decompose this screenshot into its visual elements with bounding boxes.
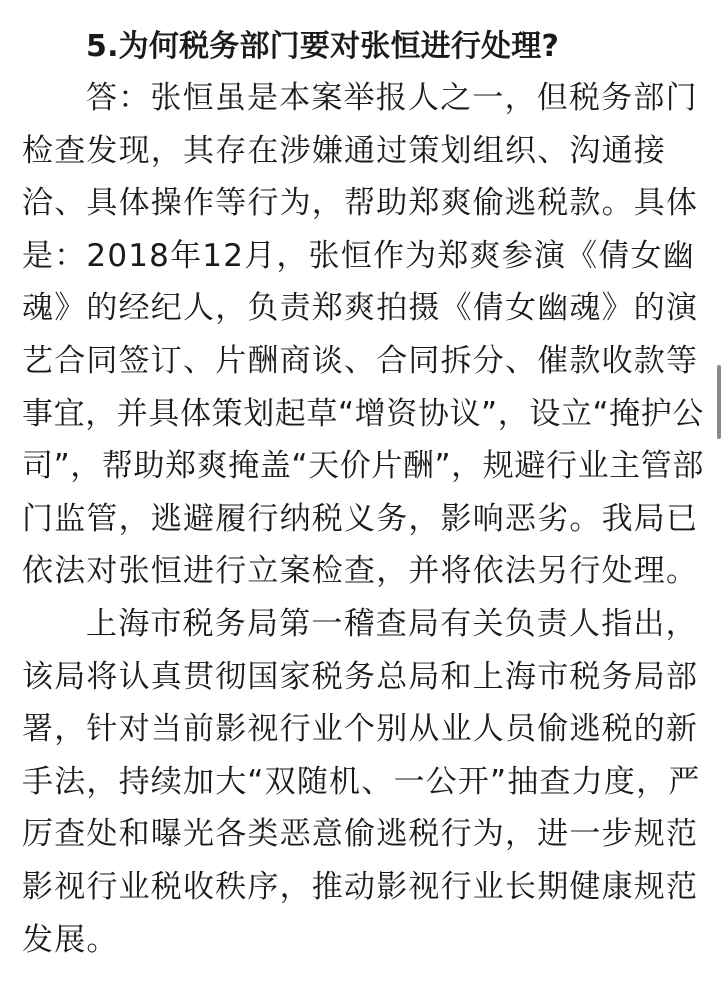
text-line: 发展。 — [22, 921, 119, 958]
text-line: 厉查处和曝光各类恶意偷逃税行为，进一步规范 — [22, 816, 699, 853]
text-line: 依法对张恒进行立案检查，并将依法另行处理。 — [22, 553, 699, 590]
question-heading: 5.为何税务部门要对张恒进行处理? — [86, 29, 560, 64]
text-line: 洽、具体操作等行为，帮助郑爽偷逃税款。具体 — [22, 185, 699, 222]
text-line: 事宜，并具体策划起草“增资协议”，设立“掩护公 — [22, 395, 704, 432]
text-line: 是：2018年12月，张恒作为郑爽参演《倩女幽 — [22, 237, 695, 274]
article — [22, 22, 705, 966]
text-line: 答：张恒虽是本案举报人之一，但税务部门 — [86, 80, 698, 116]
statement-paragraph — [22, 598, 705, 966]
text-line: 艺合同签订、片酬商谈、合同拆分、催款收款等 — [22, 342, 699, 379]
text-line: 署，针对当前影视行业个别从业人员偷逃税的新 — [22, 711, 699, 748]
answer-paragraph — [22, 72, 705, 598]
text-line: 门监管，逃避履行纳税义务，影响恶劣。我局已 — [22, 500, 699, 537]
text-line: 手法，持续加大“双随机、一公开”抽查力度，严 — [22, 763, 701, 800]
vertical-scrollbar[interactable] — [717, 365, 721, 439]
text-line: 魂》的经纪人，负责郑爽拍摄《倩女幽魂》的演 — [22, 290, 699, 327]
text-line: 司”，帮助郑爽掩盖“天价片酬”，规避行业主管部 — [22, 448, 704, 485]
text-line: 该局将认真贯彻国家税务总局和上海市税务局部 — [22, 658, 699, 695]
text-line: 上海市税务局第一稽查局有关负责人指出， — [86, 605, 698, 642]
text-line: 检查发现，其存在涉嫌通过策划组织、沟通接 — [22, 132, 666, 169]
text-line: 影视行业税收秩序，推动影视行业长期健康规范 — [22, 868, 699, 905]
